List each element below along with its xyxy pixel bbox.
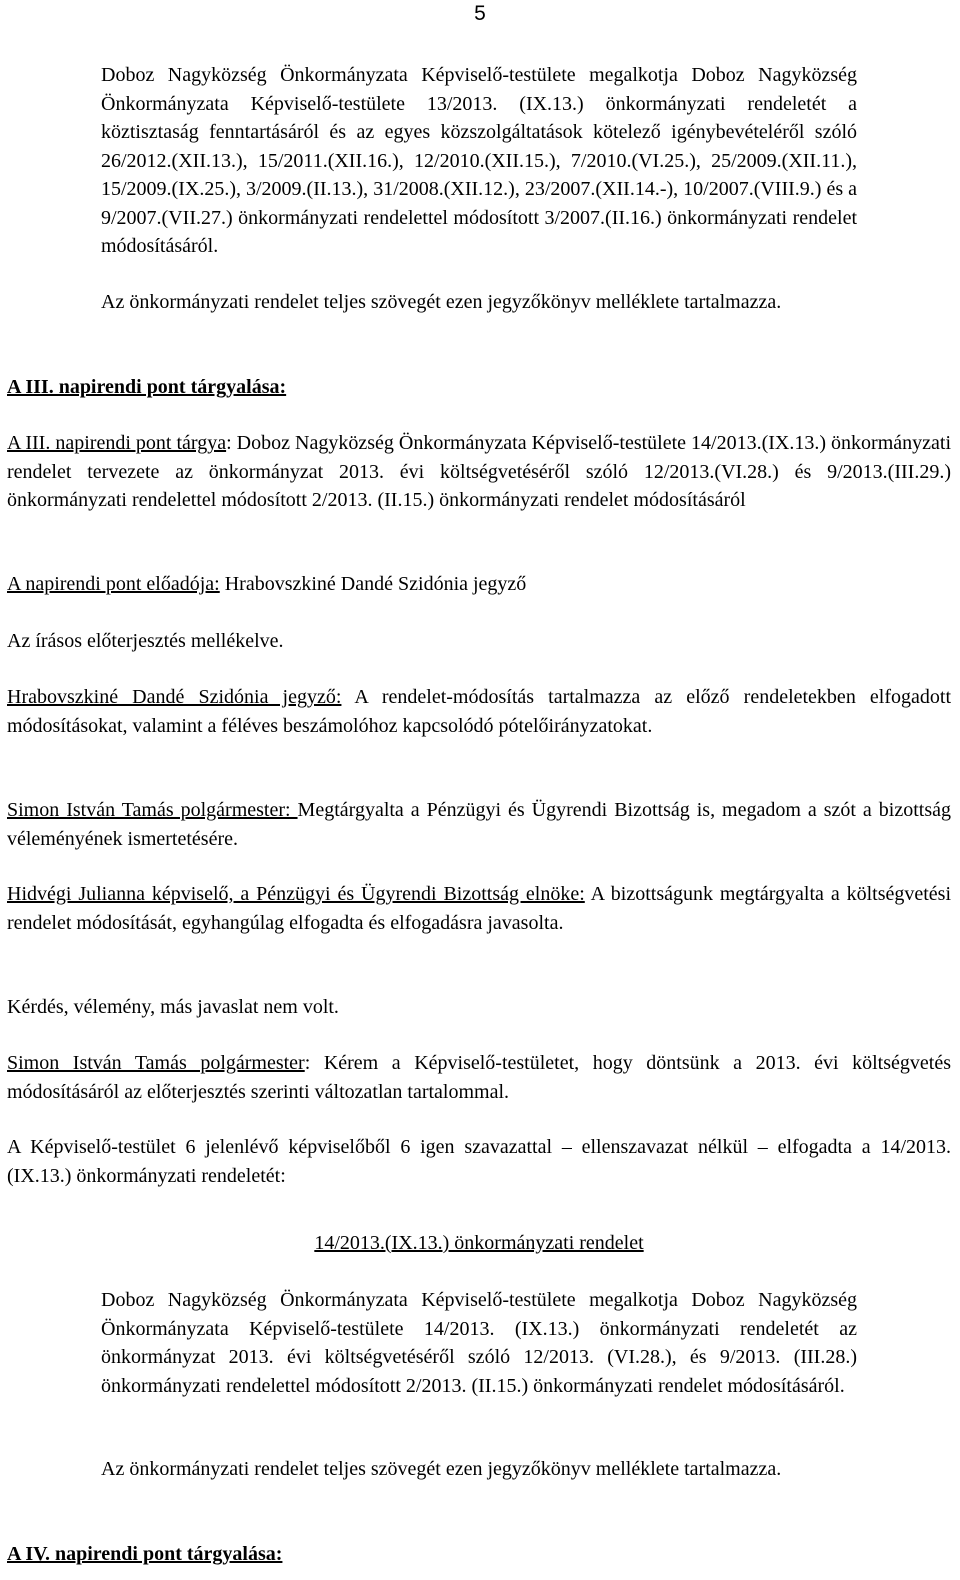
vote-result: A Képviselő-testület 6 jelenlévő képviselőből 6 igen szavazattal – ellenszavazat nélkül – elfogadta a 14/2013. (IX.13.) önkormányzati rendeletét: (7, 1136, 951, 1187)
speech-speaker: Simon István Tamás polgármester (7, 1052, 305, 1074)
decree-paragraph: Doboz Nagyközség Önkormányzata Képviselő-testülete megalkotja Doboz Nagyközség Önkormányzata Képviselő-testülete 14/2013. (IX.13.) önkormányzati rendeletét az önkormányzat 2013. évi költségvetéséről szóló 12/2013. (VI.28.), és 9/2013. (III.28.) önkormányzati rendelettel módosított 2/2013. (II.15.) önkormányzati rendelet módosításáról. (101, 1289, 857, 1397)
topic-text: : Doboz Nagyközség Önkormányzata Képviselő-testülete 14/2013.(IX.13.) önkormányzati rendelet tervezete az önkormányzat 2013. évi költségvetéséről szóló 12/2013.(VI.28.) és 9/2013.(III.29.) önkormányzati rendelettel módosított 2/2013. (II.15.) önkormányzati rendelet módosításáról (7, 432, 952, 511)
decree-annex-note: Az önkormányzati rendelet teljes szövegét ezen jegyzőkönyv melléklete tartalmazza. (101, 1458, 782, 1480)
speech-speaker: Hrabovszkiné Dandé Szidónia jegyző: (7, 686, 342, 708)
section3-presenter (7, 570, 951, 599)
section3-topic (7, 429, 951, 515)
topic-label: A III. napirendi pont tárgya (7, 432, 227, 454)
speech-text: : Kérem a Képviselő-testületet, hogy döntsünk a 2013. évi költségvetés módosításáról az előterjesztés szerinti változatlan tartalommal. (7, 1052, 951, 1103)
page-number: 5 (474, 2, 486, 25)
decree-title: 14/2013.(IX.13.) önkormányzati rendelet (314, 1232, 644, 1254)
section3-heading: A III. napirendi pont tárgyalása: (7, 376, 287, 398)
speech-text: A bizottságunk megtárgyalta a költségvetési rendelet módosítását, egyhangúlag elfogadta és elfogadásra javasolta. (7, 883, 952, 934)
written-proposal-note: Az írásos előterjesztés mellékelve. (7, 630, 284, 652)
speech-speaker: Hidvégi Julianna képviselő, a Pénzügyi és Ügyrendi Bizottság elnöke: (7, 883, 585, 905)
no-questions-note: Kérdés, vélemény, más javaslat nem volt. (7, 996, 339, 1018)
speech-text: Megtárgyalta a Pénzügyi és Ügyrendi Bizottság is, megadom a szót a bizottság véleményének ismertetésére. (7, 799, 951, 850)
section4-heading: A IV. napirendi pont tárgyalása: (7, 1543, 283, 1565)
speech-mayor-2 (7, 1049, 951, 1106)
presenter-label: A napirendi pont előadója: (7, 573, 220, 595)
speech-mayor-1 (7, 796, 951, 853)
speech-notary (7, 683, 951, 740)
intro-annex-note: Az önkormányzati rendelet teljes szövegét ezen jegyzőkönyv melléklete tartalmazza. (101, 291, 782, 313)
presenter-text: Hrabovszkiné Dandé Szidónia jegyző (219, 573, 527, 595)
speech-text: A rendelet-módosítás tartalmazza az előző rendeletekben elfogadott módosításokat, valamint a féléves beszámolóhoz kapcsolódó pótelőirányzatokat. (7, 686, 951, 737)
intro-decree-paragraph: Doboz Nagyközség Önkormányzata Képviselő-testülete megalkotja Doboz Nagyközség Önkormányzata Képviselő-testülete 13/2013. (IX.13.) önkormányzati rendeletét a köztisztaság fenntartásáról és az egyes közszolgáltatások kötelező igénybevételéről szóló 26/2012.(XII.13.), 15/2011.(XII.16.), 12/2010.(XII.15.), 7/2010.(VI.25.), 25/2009.(XII.11.), 15/2009.(IX.25.), 3/2009.(II.13.), 31/2008.(XII.12.), 23/2007.(XII.14.-), 10/2007.(VIII.9.) és a 9/2007.(VII.27.) önkormányzati rendelettel módosított 3/2007.(II.16.) önkormányzati rendelet módosításáról. (101, 64, 857, 257)
speech-speaker: Simon István Tamás polgármester: (7, 799, 298, 821)
speech-committee-chair (7, 880, 951, 937)
